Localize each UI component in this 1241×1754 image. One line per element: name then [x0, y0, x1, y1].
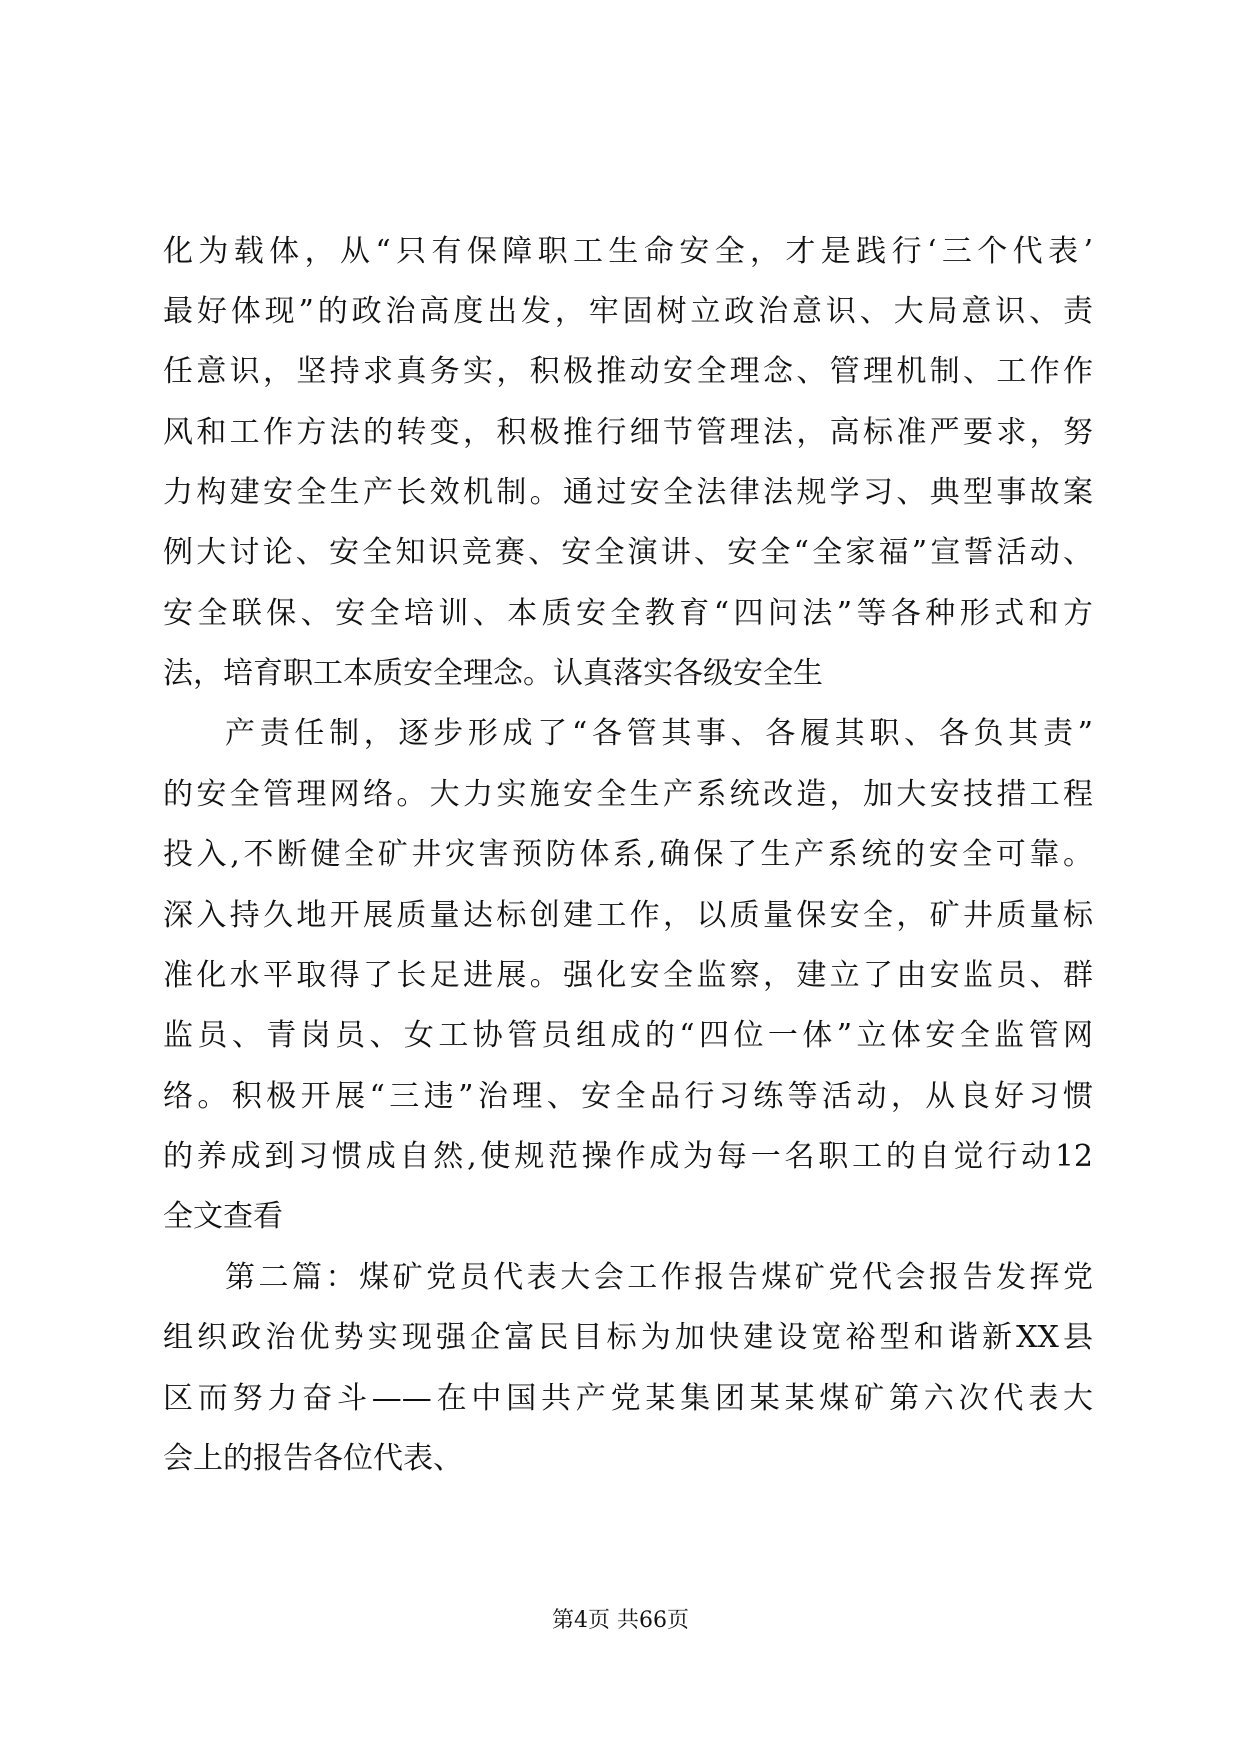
text-line: 准化水平取得了长足进展。强化安全监察，建立了由安监员、群 — [163, 958, 1093, 993]
text-line: 深入持久地开展质量达标创建工作，以质量保安全，矿井质量标 — [163, 898, 1093, 933]
section-heading-line: 第二篇：煤矿党员代表大会工作报告煤矿党代会报告发挥党 — [225, 1260, 1093, 1295]
text-line: 风和工作方法的转变，积极推行细节管理法，高标准严要求，努 — [163, 415, 1093, 450]
text-line: 化为载体，从“只有保障职工生命安全，才是践行‘三个代表’ — [163, 234, 1093, 269]
text-line: 安全联保、安全培训、本质安全教育“四问法”等各种形式和方 — [163, 596, 1093, 631]
text-line: 组织政治优势实现强企富民目标为加快建设宽裕型和谐新XX县 — [163, 1320, 1093, 1355]
text-line: 监员、青岗员、女工协管员组成的“四位一体”立体安全监管网 — [163, 1018, 1093, 1053]
text-line: 的安全管理网络。大力实施安全生产系统改造，加大安技措工程 — [163, 777, 1093, 812]
page-number-footer: 第4页 共66页 — [552, 1608, 689, 1633]
text-line: 络。积极开展“三违”治理、安全品行习练等活动，从良好习惯 — [163, 1079, 1093, 1114]
text-line: 区而努力奋斗——在中国共产党某集团某某煤矿第六次代表大 — [163, 1381, 1093, 1416]
text-line: 投入,不断健全矿井灾害预防体系,确保了生产系统的安全可靠。 — [163, 837, 1093, 872]
text-line: 例大讨论、安全知识竞赛、安全演讲、安全“全家福”宣誓活动、 — [163, 535, 1093, 570]
text-line: 力构建安全生产长效机制。通过安全法律法规学习、典型事故案 — [163, 475, 1093, 510]
text-line: 全文查看 — [163, 1199, 283, 1234]
paragraph-start-line: 产责任制，逐步形成了“各管其事、各履其职、各负其责” — [225, 716, 1093, 751]
text-line: 任意识，坚持求真务实，积极推动安全理念、管理机制、工作作 — [163, 354, 1093, 389]
text-line: 法，培育职工本质安全理念。认真落实各级安全生 — [163, 656, 823, 691]
text-line: 会上的报告各位代表、 — [163, 1441, 463, 1476]
text-line: 的养成到习惯成自然,使规范操作成为每一名职工的自觉行动12 — [163, 1139, 1093, 1174]
text-line: 最好体现”的政治高度出发，牢固树立政治意识、大局意识、责 — [163, 294, 1093, 329]
